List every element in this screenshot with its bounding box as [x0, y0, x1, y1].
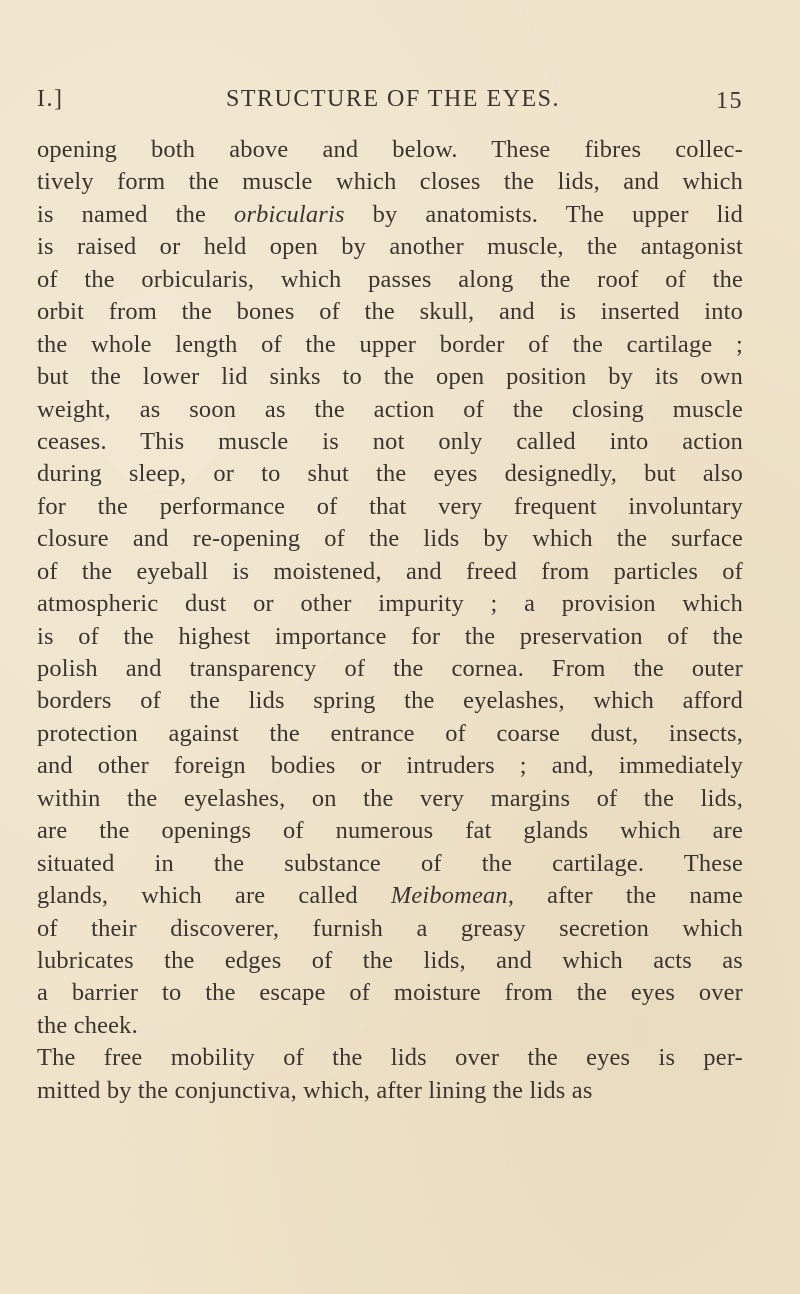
text-line: tively form the muscle which closes the lids, and which	[37, 168, 743, 196]
text-line: polish and transparency of the cornea. From the outer	[37, 655, 743, 682]
running-header	[37, 86, 743, 118]
page-number: 15	[716, 88, 743, 114]
text-line: mitted by the conjunctiva, which, after lining the lids as	[37, 1076, 593, 1104]
text-line: opening both above and below. These fibres collec-	[37, 136, 743, 163]
text-line: ceases. This muscle is not only called into action	[37, 427, 743, 455]
chapter-number: I.]	[37, 86, 64, 112]
italic-term: Meibomean	[390, 882, 508, 910]
text-line: are the openings of numerous fat glands which are	[37, 817, 743, 845]
running-title: STRUCTURE OF THE EYES.	[226, 86, 560, 112]
text-line: situated in the substance of the cartilage. These	[37, 849, 743, 877]
text-line: of their discoverer, furnish a greasy secretion which	[37, 914, 743, 942]
text-line: weight, as soon as the action of the closing muscle	[37, 395, 743, 423]
italic-term: orbicularis	[234, 200, 345, 228]
text-line: for the performance of that very frequent involuntary	[37, 492, 743, 520]
text-line	[37, 880, 743, 912]
text-line: is raised or held open by another muscle, the antagonist	[37, 233, 743, 261]
text-line: and other foreign bodies or intruders ; and, immediately	[37, 752, 743, 780]
text-line: borders of the lids spring the eyelashes, which afford	[37, 687, 743, 715]
text-segment: , after the name	[507, 882, 743, 910]
text-line: within the eyelashes, on the very margins of the lids,	[37, 784, 743, 812]
text-line: of the eyeball is moistened, and freed from particles of	[37, 557, 743, 585]
text-line: is of the highest importance for the preservation of the	[37, 622, 743, 650]
text-line	[37, 199, 743, 231]
text-line: the whole length of the upper border of the cartilage ;	[37, 330, 743, 358]
text-line: during sleep, or to shut the eyes designedly, but also	[37, 460, 743, 488]
text-line: the cheek.	[37, 1011, 138, 1039]
text-line: of the orbicularis, which passes along the roof of the	[37, 265, 743, 293]
text-line: The free mobility of the lids over the eyes is per-	[37, 1044, 743, 1072]
text-line: orbit from the bones of the skull, and is inserted into	[37, 298, 743, 326]
text-line: but the lower lid sinks to the open position by its own	[37, 363, 743, 391]
text-line: lubricates the edges of the lids, and which acts as	[37, 946, 743, 974]
text-line: a barrier to the escape of moisture from the eyes over	[37, 979, 743, 1007]
text-line: closure and re-opening of the lids by which the surface	[37, 525, 743, 553]
text-segment: is named the	[37, 200, 235, 228]
body-text	[37, 134, 743, 1107]
text-line: protection against the entrance of coarse dust, insects,	[37, 719, 743, 747]
text-segment: glands, which are called	[37, 882, 391, 910]
text-segment: by anatomists. The upper lid	[344, 200, 743, 228]
text-line: atmospheric dust or other impurity ; a provision which	[37, 590, 743, 618]
